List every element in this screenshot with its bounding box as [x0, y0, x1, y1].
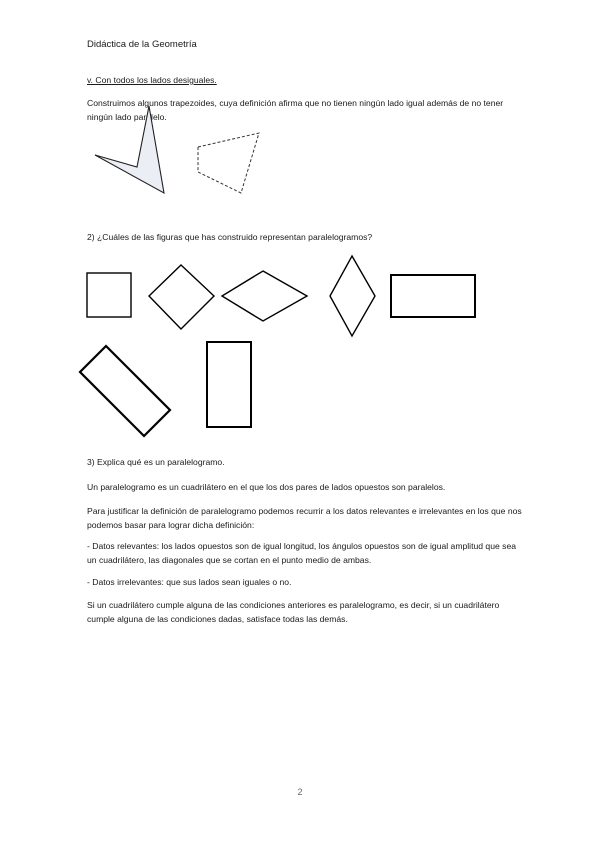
justification-paragraph: Para justificar la definición de paralelogramo podemos recurrir a los datos relevantes e irrelevantes en los que nos podemos basar para lograr dicha definición:	[87, 506, 522, 530]
vertical-rectangle-shape	[207, 342, 251, 427]
conclusion-paragraph: Si un cuadrilátero cumple alguna de las condiciones anteriores es paralelogramo, es decir, si un cuadrilátero cumple alguna de las condiciones dadas, satisface todas las demás.	[87, 600, 500, 624]
tall-rhombus-shape	[330, 256, 375, 336]
trapezoid-definition-text: Construimos algunos trapezoides, cuya definición afirma que no tienen ningún lado igual además de no tener ningún lado paralelo.	[87, 98, 504, 122]
horizontal-rectangle-shape	[391, 275, 475, 317]
square-shape	[87, 273, 131, 317]
page-header-title: Didáctica de la Geometría	[87, 39, 197, 50]
page-number: 2	[297, 787, 303, 797]
question-2-text: 2) ¿Cuáles de las figuras que has construido representan paralelogramos?	[87, 232, 373, 242]
parallelogram-definition: Un paralelogramo es un cuadrilátero en el que los dos pares de lados opuestos son paralelos.	[87, 482, 446, 492]
question-3-text: 3) Explica qué es un paralelogramo.	[87, 457, 225, 467]
section-heading-unequal-sides: v. Con todos los lados desiguales.	[87, 75, 217, 85]
relevant-data-paragraph: - Datos relevantes: los lados opuestos son de igual longitud, los ángulos opuestos son de igual amplitud que sea un cuadrilátero, las diagonales que se cortan en el punto medio de ambas.	[87, 541, 517, 565]
rotated-square-shape	[149, 265, 214, 329]
irrelevant-data-paragraph: - Datos irrelevantes: que sus lados sean iguales o no.	[87, 577, 292, 587]
tilted-rectangle-shape	[80, 346, 170, 436]
wide-rhombus-shape	[222, 271, 307, 321]
